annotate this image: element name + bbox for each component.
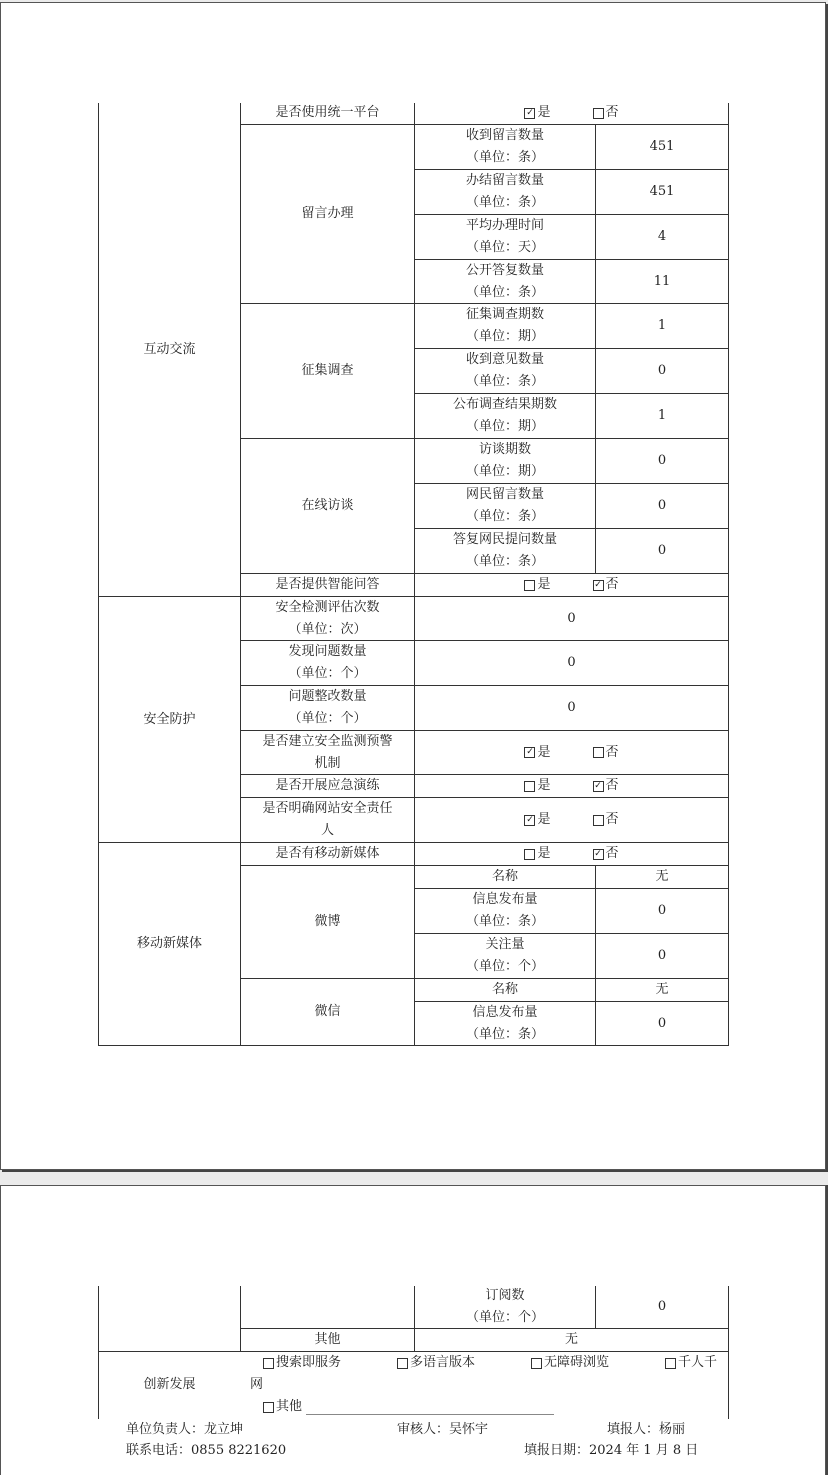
other-media-label: 其他 bbox=[314, 1332, 341, 1347]
metric-value: 0 bbox=[567, 610, 576, 626]
emergency-drill-label: 是否开展应急演练 bbox=[275, 778, 380, 793]
metric-value: 0 bbox=[567, 655, 576, 670]
footer-reviewer: 审核人：吴怀宇 bbox=[397, 1422, 489, 1437]
footer-unit-head: 单位负责人：龙立坤 bbox=[126, 1422, 244, 1437]
yes-checkbox-checked[interactable]: ✓ bbox=[526, 107, 534, 118]
metric-value: 451 bbox=[649, 184, 675, 199]
yes-checkbox[interactable] bbox=[524, 781, 535, 792]
metric-netizen-messages: 网民留言数量 （单位：条） bbox=[465, 487, 544, 524]
metric-value: 0 bbox=[657, 948, 667, 963]
other-fill-line[interactable] bbox=[306, 1414, 554, 1415]
metric-value: 0 bbox=[657, 903, 667, 918]
metric-interview-periods: 访谈期数 （单位：期） bbox=[465, 442, 544, 479]
category-security: 安全防护 bbox=[143, 711, 196, 727]
metric-survey-periods: 征集调查期数 （单位：期） bbox=[465, 307, 544, 344]
innovation-option-multilingual[interactable]: 多语言版本 bbox=[397, 1352, 475, 1377]
unified-platform-label: 是否使用统一平台 bbox=[275, 105, 380, 120]
metric-average-time: 平均办理时间 （单位：天） bbox=[465, 218, 544, 255]
group-interview: 在线访谈 bbox=[301, 498, 354, 513]
checkbox[interactable] bbox=[397, 1358, 408, 1369]
yes-checkbox-checked[interactable]: ✓ bbox=[526, 747, 534, 757]
mobile-media-choice[interactable]: 是 ✓ 否 bbox=[415, 843, 728, 865]
metric-value: 0 bbox=[657, 543, 667, 558]
smart-qa-label: 是否提供智能问答 bbox=[275, 577, 380, 592]
security-assessment-count: 安全检测评估次数 （单位：次） bbox=[275, 599, 380, 637]
footer-filler: 填报人：杨丽 bbox=[607, 1422, 686, 1437]
wechat-subscriptions: 订阅数 （单位：个） bbox=[465, 1288, 544, 1325]
weibo-posts: 信息发布量 （单位：条） bbox=[465, 892, 544, 929]
metric-value: 0 bbox=[657, 1015, 667, 1031]
innovation-option-thousand[interactable]: 千人千 bbox=[665, 1352, 717, 1377]
wechat-name-label: 名称 bbox=[491, 982, 518, 997]
innovation-option-accessibility[interactable]: 无障碍浏览 bbox=[531, 1352, 609, 1377]
category-mobile-media: 移动新媒体 bbox=[136, 936, 202, 951]
metric-value: 0 bbox=[657, 453, 667, 468]
category-interaction: 互动交流 bbox=[143, 341, 196, 357]
group-wechat: 微信 bbox=[314, 1004, 341, 1019]
metric-answered-questions: 答复网民提问数量 （单位：条） bbox=[452, 532, 557, 569]
weibo-name-label: 名称 bbox=[491, 869, 518, 884]
other-media-value: 无 bbox=[564, 1332, 578, 1347]
wechat-posts: 信息发布量 （单位：条） bbox=[465, 1004, 544, 1042]
footer-date: 填报日期：2024 年 1 月 8 日 bbox=[524, 1443, 699, 1458]
smart-qa-choice[interactable]: 是 ✓ 否 bbox=[415, 574, 728, 596]
weibo-name-value: 无 bbox=[655, 869, 669, 884]
security-issues-found: 发现问题数量 （单位：个） bbox=[288, 644, 367, 681]
metric-completed-messages: 办结留言数量 （单位：条） bbox=[465, 173, 544, 210]
group-survey: 征集调查 bbox=[301, 363, 354, 378]
security-issues-fixed: 问题整改数量 （单位：个） bbox=[288, 689, 367, 726]
metric-value: 4 bbox=[657, 229, 667, 244]
no-checkbox[interactable] bbox=[593, 108, 604, 119]
category-innovation: 创新发展 bbox=[143, 1377, 196, 1392]
metric-value: 1 bbox=[657, 408, 667, 423]
metric-value: 0 bbox=[567, 700, 576, 715]
metric-public-replies: 公开答复数量 （单位：条） bbox=[465, 262, 544, 300]
metric-opinions-received: 收到意见数量 （单位：条） bbox=[465, 352, 544, 389]
yes-checkbox[interactable] bbox=[524, 580, 535, 591]
no-checkbox-checked[interactable]: ✓ bbox=[594, 579, 602, 590]
monitoring-mechanism-label: 是否建立安全监测预警 机制 bbox=[262, 733, 393, 771]
checkbox[interactable] bbox=[665, 1358, 676, 1369]
no-checkbox[interactable] bbox=[593, 815, 604, 826]
unified-platform-choice[interactable]: ✓ 是 否 bbox=[526, 105, 619, 120]
metric-value: 0 bbox=[657, 363, 667, 378]
no-checkbox-checked[interactable]: ✓ bbox=[594, 780, 602, 791]
no-checkbox[interactable] bbox=[593, 747, 604, 758]
group-weibo: 微博 bbox=[314, 914, 341, 929]
checkbox[interactable] bbox=[531, 1358, 542, 1369]
footer-phone: 联系电话：0855 8221620 bbox=[126, 1443, 287, 1458]
group-messages: 留言办理 bbox=[301, 206, 354, 221]
wechat-name-value: 无 bbox=[655, 982, 669, 997]
metric-value: 1 bbox=[657, 318, 667, 333]
no-checkbox-checked[interactable]: ✓ bbox=[594, 848, 602, 859]
yes-checkbox[interactable] bbox=[524, 849, 535, 860]
metric-received-messages: 收到留言数量 （单位：条） bbox=[465, 128, 544, 165]
monitoring-mechanism-choice[interactable]: ✓ 是 否 bbox=[526, 744, 619, 760]
metric-value: 0 bbox=[657, 498, 667, 513]
document-page-2 bbox=[0, 1185, 826, 1475]
weibo-followers: 关注量 （单位：个） bbox=[465, 937, 544, 974]
mobile-media-label: 是否有移动新媒体 bbox=[275, 846, 380, 861]
metric-value: 0 bbox=[657, 1299, 667, 1314]
metric-value: 451 bbox=[649, 139, 675, 154]
checkbox[interactable] bbox=[263, 1358, 274, 1369]
security-responsibility-label: 是否明确网站安全责任 人 bbox=[262, 801, 393, 838]
innovation-option-other[interactable]: 其他 bbox=[263, 1396, 302, 1421]
yes-checkbox-checked[interactable]: ✓ bbox=[526, 814, 534, 825]
innovation-option-search[interactable]: 搜索即服务 bbox=[263, 1352, 341, 1377]
document-page-1 bbox=[0, 2, 826, 1170]
metric-survey-results: 公布调查结果期数 （单位：期） bbox=[452, 397, 557, 434]
security-responsibility-choice[interactable]: ✓ 是 否 bbox=[526, 812, 619, 827]
innovation-option-wrap: 网 bbox=[250, 1377, 264, 1392]
emergency-drill-choice[interactable]: 是 ✓ 否 bbox=[415, 775, 728, 797]
metric-value: 11 bbox=[653, 273, 671, 289]
checkbox[interactable] bbox=[263, 1402, 274, 1413]
